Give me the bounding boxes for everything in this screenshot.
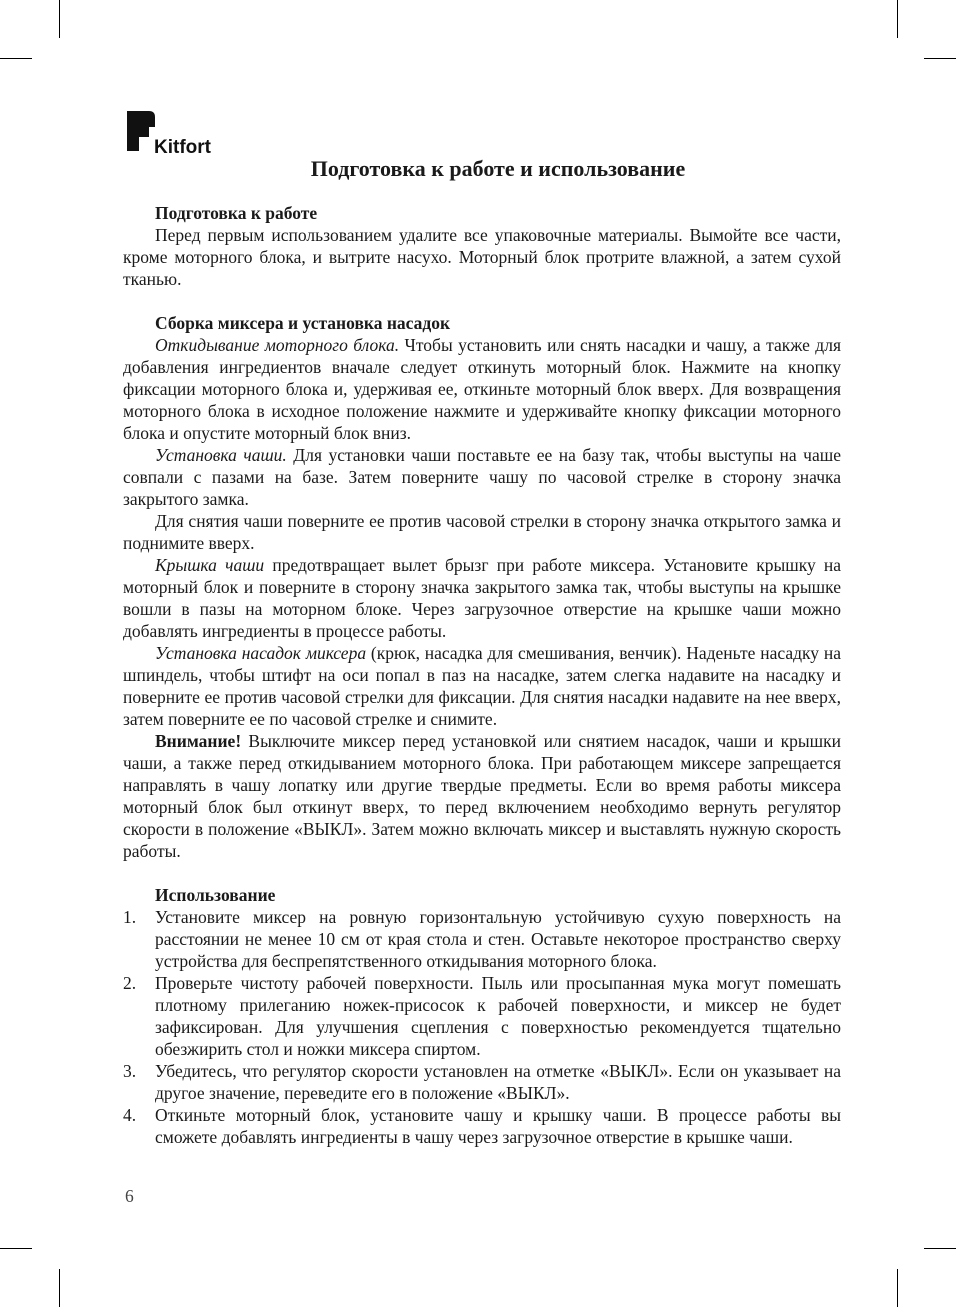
list-item: 3. Убедитесь, что регулятор скорости установлен на отметке «ВЫКЛ». Если он указывает на другое значение, переведите его в положение «ВЫКЛ». — [123, 1061, 841, 1103]
paragraph-bowl-lid: Крышка чаши предотвращает вылет брызг при работе миксера. Установите крышку на моторный блок и поверните в сторону значка закрытого замка так, чтобы выступы на крышке вошли в пазы на моторном блоке. Через загрузочное отверстие на крышке чаши можно добавлять ингредиенты в процессе работы. — [123, 555, 841, 641]
paragraph-attachments: Установка насадок миксера (крюк, насадка для смешивания, венчик). Наденьте насадку на шпиндель, чтобы штифт на оси попал в паз на насадке, затем слегка надавите на насадку и поверните ее против часовой стрелки для фиксации. Для снятия насадки надавите на нее вверх, затем поверните ее по часовой стрелке и снимите. — [123, 643, 841, 729]
crop-mark — [897, 0, 898, 38]
paragraph-prep: Перед первым использованием удалите все упаковочные материалы. Вымойте все части, кроме моторного блока, и вытрите насухо. Моторный блок протрите влажной, а затем сухой тканью. — [123, 225, 841, 289]
page-number: 6 — [125, 1186, 134, 1206]
list-item: 1. Установите миксер на ровную горизонтальную устойчивую сухую поверхность на расстоянии не менее 10 см от края стола и стен. Оставьте некоторое пространство сверху устройства для беспрепятственного откидывания моторного блока. — [123, 907, 841, 971]
paragraph-bowl-remove: Для снятия чаши поверните ее против часовой стрелки в сторону значка открытого замка и поднимите вверх. — [123, 511, 841, 553]
paragraph-bowl-install: Установка чаши. Для установки чаши поставьте ее на базу так, чтобы выступы на чаше совпали с пазами на базе. Затем поверните чашу по часовой стрелке в сторону значка закрытого замка. — [123, 445, 841, 509]
crop-mark — [59, 0, 60, 38]
crop-mark — [924, 1248, 956, 1249]
section-heading-usage: Использование — [155, 885, 276, 905]
list-item: 2. Проверьте чистоту рабочей поверхности. Пыль или просыпанная мука могут помешать плотному прилеганию ножек-присосок к рабочей поверхности, и миксер не будет зафиксирован. Для улучшения сцепления с поверхностью рекомендуется тщательно обезжирить стол и ножки миксера спиртом. — [123, 973, 841, 1059]
brand-name: Kitfort — [154, 137, 211, 158]
document-body — [123, 202, 841, 1148]
crop-mark — [924, 58, 956, 59]
section-heading-assembly: Сборка миксера и установка насадок — [155, 313, 451, 333]
page-title: Подготовка к работе и использование — [310, 156, 686, 181]
crop-mark — [0, 1248, 32, 1249]
crop-mark — [897, 1269, 898, 1307]
paragraph-motor-block: Откидывание моторного блока. Чтобы установить или снять насадки и чашу, а также для добавления ингредиентов вначале следует откинуть моторный блок. Нажмите на кнопку фиксации моторного блока и, удерживая ее, откиньте моторный блок вверх. Для возвращения моторного блока в исходное положение нажмите и удерживайте кнопку фиксации моторного блока и опустите моторный блок вниз. — [123, 335, 841, 443]
crop-mark — [0, 58, 32, 59]
section-heading-prep: Подготовка к работе — [155, 203, 318, 223]
crop-mark — [59, 1269, 60, 1307]
paragraph-warning: Внимание! Выключите миксер перед установкой или снятием насадок, чаши и крышки чаши, а также перед откидыванием моторного блока. При работающем миксере запрещается направлять в чашу лопатку или другие твердые предметы. Если во время работы миксера моторный блок был откинут вверх, то перед включением необходимо вернуть регулятор скорости в положение «ВЫКЛ». Затем можно включать миксер и выставлять нужную скорость работы. — [123, 731, 841, 861]
list-item: 4. Откиньте моторный блок, установите чашу и крышку чаши. В процессе работы вы сможете добавлять ингредиенты в чашу через загрузочное отверстие в крышке чаши. — [123, 1105, 841, 1147]
usage-steps-list — [123, 906, 841, 1148]
